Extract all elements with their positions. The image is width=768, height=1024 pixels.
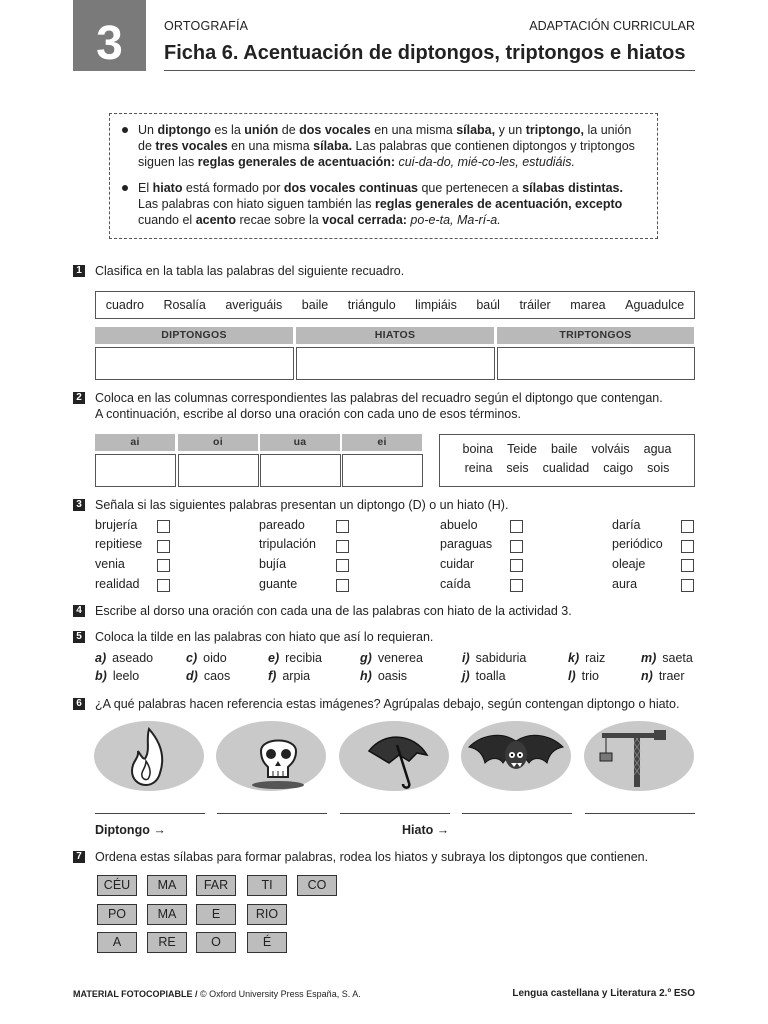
text: reglas generales de acentuación:: [197, 155, 396, 169]
text: siguen las: [138, 155, 198, 169]
diptongo-label: [95, 823, 166, 837]
text: vocal cerrada:: [322, 213, 407, 227]
q5-item: [568, 651, 605, 665]
item-word: trio: [581, 669, 600, 683]
checkbox[interactable]: [157, 520, 170, 533]
q3-word: daría: [612, 518, 641, 532]
item-letter: g): [360, 651, 372, 665]
q3-word: cuidar: [440, 557, 475, 571]
item-letter: d): [186, 669, 198, 683]
checkbox[interactable]: [681, 520, 694, 533]
answer-cell-ei[interactable]: [342, 454, 423, 487]
arrow-icon: →: [436, 823, 450, 837]
item-word: oasis: [377, 669, 407, 683]
question-number: 7: [73, 851, 85, 863]
text: Las palabras con hiato siguen también las: [138, 197, 375, 211]
item-letter: h): [360, 669, 372, 683]
syllable-tile: O: [196, 932, 236, 953]
syllable-tile: E: [196, 904, 236, 925]
theory-bullet-hiato: [138, 180, 650, 228]
word: boina: [462, 442, 494, 456]
text: unión: [244, 123, 279, 137]
text: dos vocales: [299, 123, 371, 137]
q5-item: [95, 669, 139, 683]
item-word: sabiduria: [475, 651, 527, 665]
syllable-tile: RIO: [247, 904, 287, 925]
item-word: raiz: [585, 651, 606, 665]
checkbox[interactable]: [336, 559, 349, 572]
text: recae sobre la: [235, 213, 323, 227]
q5-item: [186, 669, 230, 683]
item-word: arpia: [282, 669, 311, 683]
answer-line[interactable]: [462, 813, 572, 814]
adaptation-label: ADAPTACIÓN CURRICULAR: [529, 19, 695, 33]
label-text: Diptongo: [95, 823, 150, 837]
q3-word: paraguas: [440, 537, 493, 551]
q3-word: tripulación: [259, 537, 316, 551]
theory-box: [109, 113, 658, 239]
q3-word: caída: [440, 577, 471, 591]
answer-line[interactable]: [340, 813, 450, 814]
q5-item: [268, 669, 310, 683]
table-header-triptongos: TRIPTONGOS: [497, 327, 694, 344]
item-letter: n): [641, 669, 653, 683]
table-header-ua: ua: [260, 434, 340, 451]
flame-icon: [94, 721, 204, 791]
question-3-instruction: Señala si las siguientes palabras presentan un diptongo (D) o un hiato (H).: [95, 498, 509, 512]
question-number: 1: [73, 265, 85, 277]
q3-word: pareado: [259, 518, 305, 532]
item-word: aseado: [112, 651, 154, 665]
question-1-instruction: Clasifica en la tabla las palabras del siguiente recuadro.: [95, 264, 405, 278]
checkbox[interactable]: [336, 520, 349, 533]
answer-cell-hiatos[interactable]: [296, 347, 495, 380]
question-number: 2: [73, 392, 85, 404]
word: reina: [464, 461, 493, 475]
answer-cell-triptongos[interactable]: [497, 347, 695, 380]
image-skull: [216, 721, 326, 791]
word: baúl: [476, 298, 500, 312]
text: Un: [138, 123, 158, 137]
q5-item: [95, 651, 153, 665]
checkbox[interactable]: [336, 579, 349, 592]
text: hiato: [152, 181, 183, 195]
syllable-tile: MA: [147, 904, 187, 925]
word: Rosalía: [163, 298, 206, 312]
syllable-tile: PO: [97, 904, 137, 925]
item-word: leelo: [112, 669, 140, 683]
word-row: [440, 442, 694, 456]
q3-word: guante: [259, 577, 298, 591]
text: diptongo: [157, 123, 211, 137]
word: Teide: [507, 442, 538, 456]
footer-copyright: [73, 989, 361, 999]
text: que pertenecen a: [417, 181, 523, 195]
word: averiguáis: [225, 298, 283, 312]
text: reglas generales de acentuación, excepto: [374, 197, 623, 211]
table-header-ei: ei: [342, 434, 422, 451]
item-word: oido: [203, 651, 227, 665]
word-row: [440, 461, 694, 475]
item-letter: j): [462, 669, 470, 683]
image-bat: [461, 721, 571, 791]
checkbox[interactable]: [510, 559, 523, 572]
answer-cell-ai[interactable]: [95, 454, 176, 487]
image-flame: [94, 721, 204, 791]
item-letter: l): [568, 669, 576, 683]
q5-item: [186, 651, 227, 665]
text: triptongo,: [525, 123, 585, 137]
q3-word: oleaje: [612, 557, 646, 571]
text: © Oxford University Press España, S. A.: [197, 989, 361, 999]
item-letter: a): [95, 651, 107, 665]
item-word: venerea: [377, 651, 423, 665]
text: Coloca en las columnas correspondientes las palabras del recuadro según el diptongo que contengan.: [95, 391, 663, 405]
question-number: 5: [73, 631, 85, 643]
syllable-tile: MA: [147, 875, 187, 896]
table-header-hiatos: HIATOS: [296, 327, 494, 344]
checkbox[interactable]: [681, 540, 694, 553]
hiato-label: [402, 823, 449, 837]
checkbox[interactable]: [336, 540, 349, 553]
answer-line[interactable]: [585, 813, 695, 814]
text: sílaba,: [456, 123, 496, 137]
word: caigo: [603, 461, 634, 475]
bat-icon: [461, 721, 571, 791]
arrow-icon: →: [153, 823, 166, 837]
question-number: 4: [73, 605, 85, 617]
q5-item: [641, 651, 693, 665]
checkbox[interactable]: [157, 559, 170, 572]
word: Aguadulce: [625, 298, 685, 312]
item-word: traer: [658, 669, 685, 683]
word: cualidad: [542, 461, 590, 475]
text: MATERIAL FOTOCOPIABLE /: [73, 989, 198, 999]
question-7-instruction: Ordena estas sílabas para formar palabras, rodea los hiatos y subraya los diptongos que contienen.: [95, 850, 649, 864]
text: sílabas distintas.: [522, 181, 623, 195]
word: agua: [643, 442, 672, 456]
text: sílaba.: [313, 139, 353, 153]
example-text: po-e-ta, Ma-rí-a.: [406, 213, 501, 227]
text: tres vocales: [155, 139, 228, 153]
table-header-diptongos: DIPTONGOS: [95, 327, 293, 344]
image-crane: [584, 721, 694, 791]
q5-item: [462, 651, 526, 665]
q3-word: bujía: [259, 557, 287, 571]
item-letter: c): [186, 651, 198, 665]
item-word: toalla: [475, 669, 506, 683]
image-umbrella: [339, 721, 449, 791]
item-letter: m): [641, 651, 657, 665]
checkbox[interactable]: [510, 579, 523, 592]
syllable-tile: TI: [247, 875, 287, 896]
word: marea: [570, 298, 606, 312]
q2-word-box: [439, 434, 695, 487]
syllable-tile: CO: [297, 875, 337, 896]
item-letter: e): [268, 651, 280, 665]
text: Las palabras que contienen diptongos y triptongos: [352, 139, 635, 153]
q5-item: [360, 669, 407, 683]
checkbox[interactable]: [510, 520, 523, 533]
unit-number-box: 3: [73, 0, 146, 71]
answer-cell-oi[interactable]: [178, 454, 259, 487]
q3-word: venia: [95, 557, 125, 571]
checkbox[interactable]: [157, 579, 170, 592]
answer-cell-diptongos[interactable]: [95, 347, 294, 380]
footer-course: Lengua castellana y Literatura 2.º ESO: [512, 988, 695, 999]
syllable-tile: FAR: [196, 875, 236, 896]
word: seis: [506, 461, 529, 475]
question-5-instruction: Coloca la tilde en las palabras con hiato que así lo requieran.: [95, 630, 434, 644]
item-word: caos: [203, 669, 231, 683]
word: limpiáis: [415, 298, 457, 312]
syllable-tile: RE: [147, 932, 187, 953]
answer-line[interactable]: [95, 813, 205, 814]
text: la unión: [584, 123, 632, 137]
item-letter: i): [462, 651, 470, 665]
q3-word: brujería: [95, 518, 138, 532]
text: dos vocales continuas: [283, 181, 418, 195]
q5-item: [462, 669, 506, 683]
umbrella-icon: [339, 721, 449, 791]
syllable-tile: A: [97, 932, 137, 953]
question-4-instruction: Escribe al dorso una oración con cada una de las palabras con hiato de la actividad 3.: [95, 604, 572, 618]
text: en una misma: [370, 123, 457, 137]
item-word: recibia: [285, 651, 322, 665]
q3-word: repitiese: [95, 537, 143, 551]
skull-icon: [216, 721, 326, 791]
item-word: saeta: [662, 651, 693, 665]
q3-word: abuelo: [440, 518, 478, 532]
text: cuando el: [138, 213, 196, 227]
text: acento: [195, 213, 236, 227]
syllable-tile: É: [247, 932, 287, 953]
q5-item: [641, 669, 685, 683]
text: está formado por: [182, 181, 284, 195]
question-2-instruction: [95, 390, 663, 422]
table-header-oi: oi: [178, 434, 258, 451]
text: de: [138, 139, 156, 153]
question-6-instruction: ¿A qué palabras hacen referencia estas imágenes? Agrúpalas debajo, según contengan diptongo o hiato.: [95, 697, 680, 711]
word: tráiler: [519, 298, 551, 312]
word: baile: [301, 298, 329, 312]
example-text: cui-da-do, mié-co-les, estudiáis.: [395, 155, 576, 169]
answer-cell-ua[interactable]: [260, 454, 341, 487]
q1-word-box: [95, 291, 695, 319]
q3-word: realidad: [95, 577, 140, 591]
section-label: ORTOGRAFÍA: [164, 19, 249, 33]
crane-icon: [584, 721, 694, 791]
checkbox[interactable]: [681, 559, 694, 572]
q3-word: periódico: [612, 537, 663, 551]
item-letter: b): [95, 669, 107, 683]
item-letter: f): [268, 669, 277, 683]
word: cuadro: [105, 298, 144, 312]
item-letter: k): [568, 651, 580, 665]
text: de: [278, 123, 300, 137]
question-number: 6: [73, 698, 85, 710]
q5-item: [568, 669, 599, 683]
title-divider: [164, 70, 695, 71]
checkbox[interactable]: [681, 579, 694, 592]
question-number: 3: [73, 499, 85, 511]
text: A continuación, escribe al dorso una oración con cada uno de esos términos.: [95, 407, 521, 421]
table-header-ai: ai: [95, 434, 175, 451]
syllable-tile: CÉU: [97, 875, 137, 896]
word: triángulo: [347, 298, 396, 312]
checkbox[interactable]: [510, 540, 523, 553]
text: es la: [210, 123, 245, 137]
text: El: [138, 181, 153, 195]
q5-item: [360, 651, 423, 665]
word: volváis: [591, 442, 630, 456]
word: baile: [551, 442, 578, 456]
theory-bullet-diptongo: [138, 122, 650, 170]
text: en una misma: [227, 139, 314, 153]
text: y un: [495, 123, 526, 137]
answer-line[interactable]: [217, 813, 327, 814]
checkbox[interactable]: [157, 540, 170, 553]
page-title: Ficha 6. Acentuación de diptongos, triptongos e hiatos: [164, 42, 686, 64]
q5-item: [268, 651, 322, 665]
label-text: Hiato: [402, 823, 434, 837]
word: sois: [647, 461, 670, 475]
q3-word: aura: [612, 577, 638, 591]
